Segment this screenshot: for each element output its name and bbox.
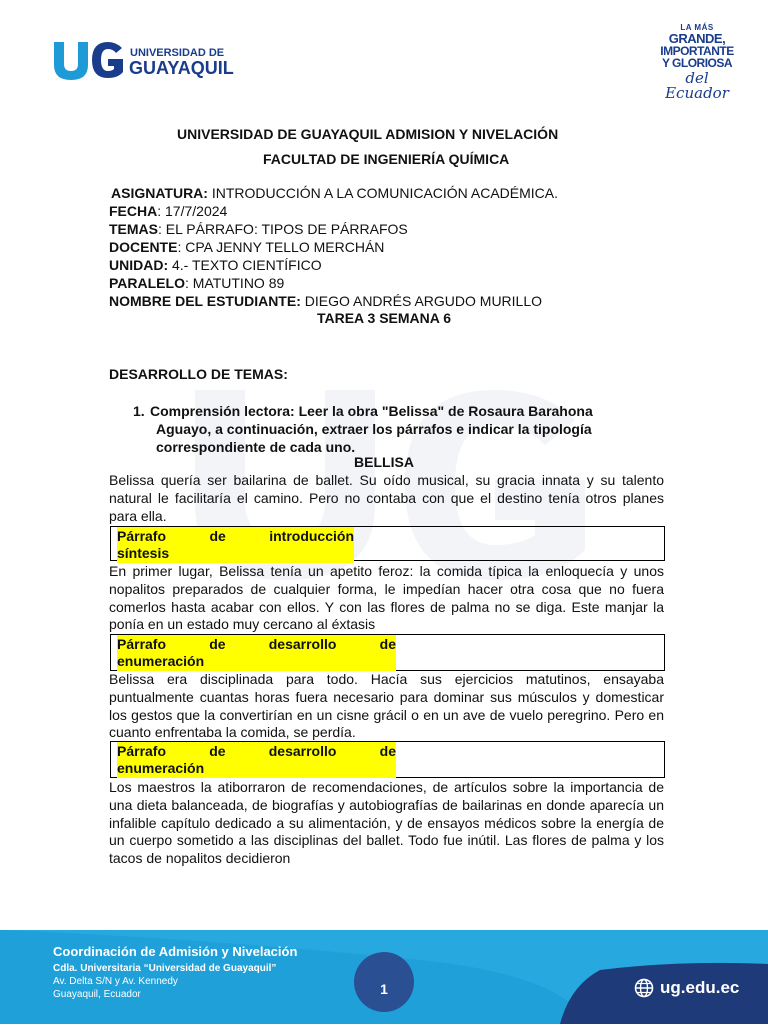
answer-box (110, 741, 665, 778)
info-asignatura: ASIGNATURA: INTRODUCCIÓN A LA COMUNICACIÓN ACADÉMICA. (111, 185, 559, 201)
footer-address: Cdla. Universitaria “Universidad de Guayaquil” (53, 963, 277, 974)
answer-highlight: Párrafo de introducción síntesis (117, 528, 354, 561)
ug-logo (52, 38, 242, 80)
footer-city: Guayaquil, Ecuador (53, 989, 141, 1000)
question-item (133, 402, 653, 456)
info-docente: DOCENTE: CPA JENNY TELLO MERCHÁN (109, 239, 385, 255)
answer-box (110, 526, 665, 561)
slogan-line: del Ecuador (665, 69, 729, 102)
reading-title: BELLISA (354, 454, 414, 470)
slogan-line: IMPORTANTE (660, 44, 734, 58)
globe-icon (634, 978, 654, 998)
info-temas: TEMAS: EL PÁRRAFO: TIPOS DE PÁRRAFOS (109, 221, 408, 237)
svg-text:GUAYAQUIL: GUAYAQUIL (129, 58, 234, 78)
footer-address: Av. Delta S/N y Av. Kennedy (53, 976, 178, 987)
question-line: Aguayo, a continuación, extraer los párrafos e indicar la tipología (156, 421, 592, 437)
website-text: ug.edu.ec (660, 978, 740, 997)
assignment-title: TAREA 3 SEMANA 6 (316, 310, 452, 326)
title-faculty: FACULTAD DE INGENIERÍA QUÍMICA (263, 151, 510, 167)
slogan-badge (652, 24, 742, 101)
reading-paragraph: Belissa era disciplinada para todo. Hacía sus ejercicios matutinos, ensayaba puntualmente cuantas horas fuera necesario para dominar sus músculos y domesticar los gestos que la convertirían en un cisne grácil o en un ave de vuelo peregrino. Pero en cuanto enfrentaba la comida, se perdía. (109, 671, 664, 741)
page-number: 1 (354, 952, 414, 1012)
question-line: correspondiente de cada uno. (156, 439, 356, 455)
reading-paragraph: En primer lugar, Belissa tenía un apetito feroz: la comida típica la enloquecía y unos nopalitos preparados de cualquier forma, le impedían hacer otra cosa que no fuera comerlos hasta acabar con ellos. Y con las flores de palma no se diga. Este manjar la ponía en un estado muy cercano al éxtasis (109, 563, 664, 633)
reading-paragraph: Belissa quería ser bailarina de ballet. Su oído musical, su gracia innata y su talento natural le facilitaría el camino. Pero no contaba con que el destino tenía otros planes para ella. (109, 472, 664, 524)
website-link[interactable] (634, 978, 739, 998)
answer-highlight: Párrafo de desarrollo de enumeración (117, 636, 396, 669)
slogan-line: LA MÁS (680, 23, 714, 32)
info-paralelo: PARALELO: MATUTINO 89 (109, 275, 285, 291)
question-number: 1. (133, 403, 145, 419)
answer-box (110, 634, 665, 671)
slogan-line: Y GLORIOSA (661, 56, 733, 70)
slogan-line: GRANDE, (668, 31, 726, 46)
info-fecha: FECHA: 17/7/2024 (109, 203, 228, 219)
section-heading: DESARROLLO DE TEMAS: (109, 366, 288, 382)
info-estudiante: NOMBRE DEL ESTUDIANTE: DIEGO ANDRÉS ARGUDO MURILLO (109, 293, 543, 309)
svg-text:UNIVERSIDAD DE: UNIVERSIDAD DE (130, 47, 225, 59)
reading-paragraph: Los maestros la atiborraron de recomendaciones, de artículos sobre la importancia de una dieta balanceada, de biografías y autobiografías de bailarinas en donde aparecía un infalible capítulo dedicado a su alimentación, y de ensayos médicos sobre la energía de un cuerpo sometido a las disciplinas del ballet. Todo fue inútil. Las flores de palma y los tacos de nopalitos decidieron (109, 779, 664, 867)
footer-coordination: Coordinación de Admisión y Nivelación (53, 944, 298, 959)
info-unidad: UNIDAD: 4.- TEXTO CIENTÍFICO (109, 257, 322, 273)
title-university: UNIVERSIDAD DE GUAYAQUIL ADMISION Y NIVELACIÓN (177, 126, 559, 142)
answer-highlight: Párrafo de desarrollo de enumeración (117, 743, 396, 776)
question-line: Comprensión lectora: Leer la obra "Belissa" de Rosaura Barahona (150, 403, 593, 419)
